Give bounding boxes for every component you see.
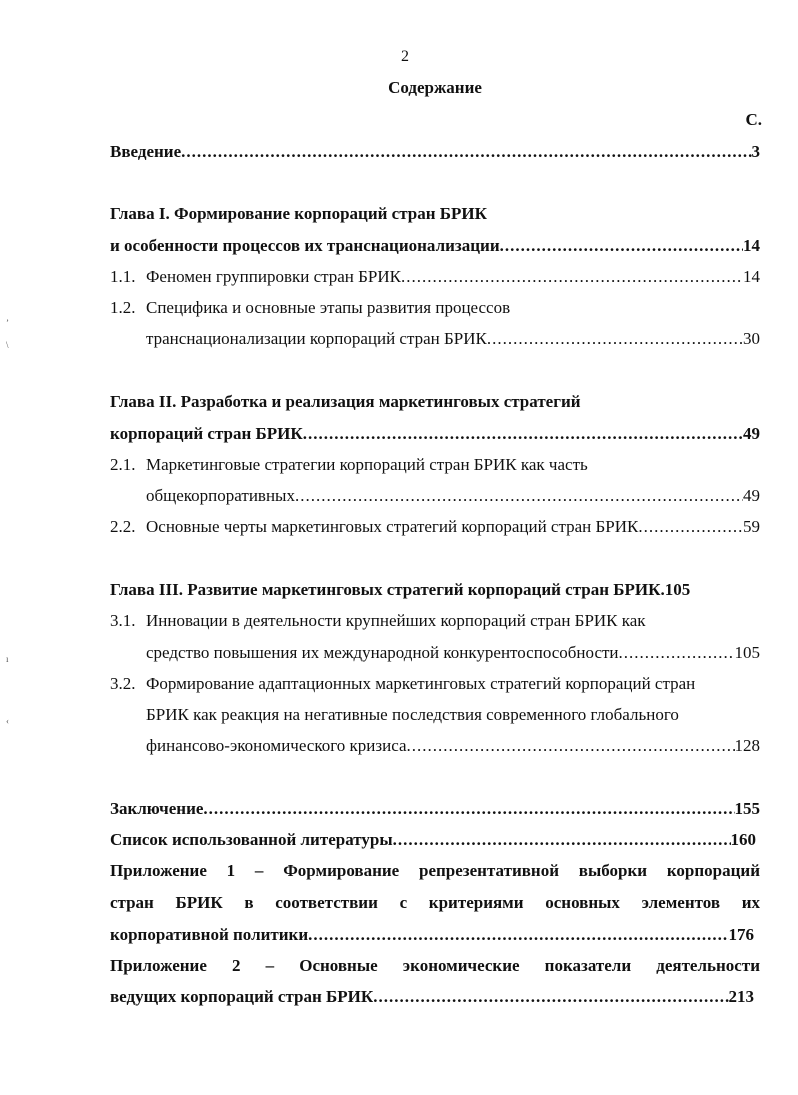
toc-leader-dots [308,924,728,946]
toc-entry-page: 155 [734,799,760,818]
toc-entry-text: общекорпоративных [146,486,295,505]
chapter1-title-line1: Глава I. Формирование корпораций стран БРИК [110,204,487,223]
toc-entry-3-1 [146,642,760,664]
toc-entry-text: Введение [110,142,182,161]
toc-entry-chapter3 [110,579,690,601]
toc-entry-2-1-line1 [110,454,588,476]
toc-entry-page: 49 [743,486,760,505]
toc-entry-text: транснационализации корпораций стран БРИК [146,329,487,348]
section-number: 1.2. [110,298,136,317]
scan-mark: ‹ [6,716,9,726]
toc-leader-dots [295,485,743,507]
toc-entry-page: 105 [664,580,691,599]
toc-entry-text: Заключение [110,799,204,818]
toc-entry-conclusion [110,798,760,820]
toc-entry-1-1 [110,266,760,288]
toc-entry-appendix2 [110,986,754,1008]
toc-entry-page: 176 [728,925,754,944]
toc-entry-text: Феномен группировки стран БРИК [146,267,401,286]
toc-leader-dots [500,235,743,257]
toc-entry-text: и особенности процессов их транснационализации [110,236,500,255]
toc-leader-dots [619,642,735,664]
appendix2-line1: Приложение 2 – Основные экономические показатели деятельности [110,956,760,975]
appendix1-line2: стран БРИК в соответствии с критериями основных элементов их [110,893,760,912]
toc-entry-3-2-line1 [110,673,695,695]
section-number: 3.2. [110,674,136,693]
section-number: 1.1. [110,267,136,286]
toc-entry-text: финансово-экономического кризиса [146,736,407,755]
page-number: 2 [401,48,409,65]
toc-entry-3-2-line2: БРИК как реакция на негативные последствия современного глобального [146,705,679,724]
section-number: 3.1. [110,611,136,630]
toc-entry-references [110,829,756,851]
toc-leader-dots [638,516,743,538]
toc-entry-text: средство повышения их международной конкурентоспособности [146,643,619,662]
toc-entry-appendix1 [110,924,754,946]
toc-entry-text: Маркетинговые стратегии корпораций стран БРИК как часть [146,455,588,474]
appendix1-line1: Приложение 1 – Формирование репрезентативной выборки корпораций [110,861,760,880]
scan-mark: ı [6,654,9,664]
section-number: 2.2. [110,517,136,536]
toc-entry-text: Основные черты маркетинговых стратегий корпораций стран БРИК [146,517,639,536]
toc-entry-text: корпоративной политики [110,925,309,944]
toc-leader-dots [393,829,731,851]
toc-entry-3-2 [146,735,760,757]
toc-entry-page: 30 [743,329,760,348]
toc-entry-chapter2 [110,423,760,445]
toc-leader-dots [373,986,728,1008]
page-title: Содержание [388,78,482,97]
toc-entry-3-1-line1 [110,610,646,632]
scan-mark: \ [6,340,9,350]
toc-entry-text: Формирование адаптационных маркетинговых стратегий корпораций стран [146,674,696,693]
toc-entry-page: 128 [734,736,760,755]
toc-leader-dots [303,423,743,445]
toc-entry-1-2 [146,328,760,350]
section-number: 2.1. [110,455,136,474]
toc-entry-page: 59 [743,517,760,536]
toc-entry-page: 49 [743,424,760,443]
toc-entry-2-1 [146,485,760,507]
toc-entry-page: 3 [751,142,760,161]
toc-entry-text: Список использованной литературы [110,830,393,849]
toc-entry-page: 213 [728,987,754,1006]
toc-entry-text: Глава III. Развитие маркетинговых стратегий корпораций стран БРИК. [110,580,665,599]
toc-entry-text: Инновации в деятельности крупнейших корпораций стран БРИК как [146,611,646,630]
scan-mark: ʼ [6,318,9,328]
page-column-label: С. [745,110,762,129]
toc-entry-1-2-line1 [110,297,510,319]
toc-entry-intro [110,141,760,163]
toc-entry-text: Специфика и основные этапы развития процессов [146,298,511,317]
toc-entry-page: 160 [730,830,756,849]
toc-leader-dots [203,798,734,820]
toc-entry-text: корпораций стран БРИК [110,424,303,443]
chapter2-title-line1: Глава II. Разработка и реализация маркетинговых стратегий [110,392,581,411]
toc-entry-page: 14 [743,267,760,286]
toc-leader-dots [407,735,735,757]
toc-leader-dots [181,141,751,163]
toc-leader-dots [487,328,743,350]
toc-leader-dots [401,266,743,288]
toc-entry-page: 105 [734,643,760,662]
toc-entry-page: 14 [743,236,760,255]
toc-entry-chapter1 [110,235,760,257]
toc-entry-text: ведущих корпораций стран БРИК [110,987,374,1006]
toc-entry-2-2 [110,516,760,538]
